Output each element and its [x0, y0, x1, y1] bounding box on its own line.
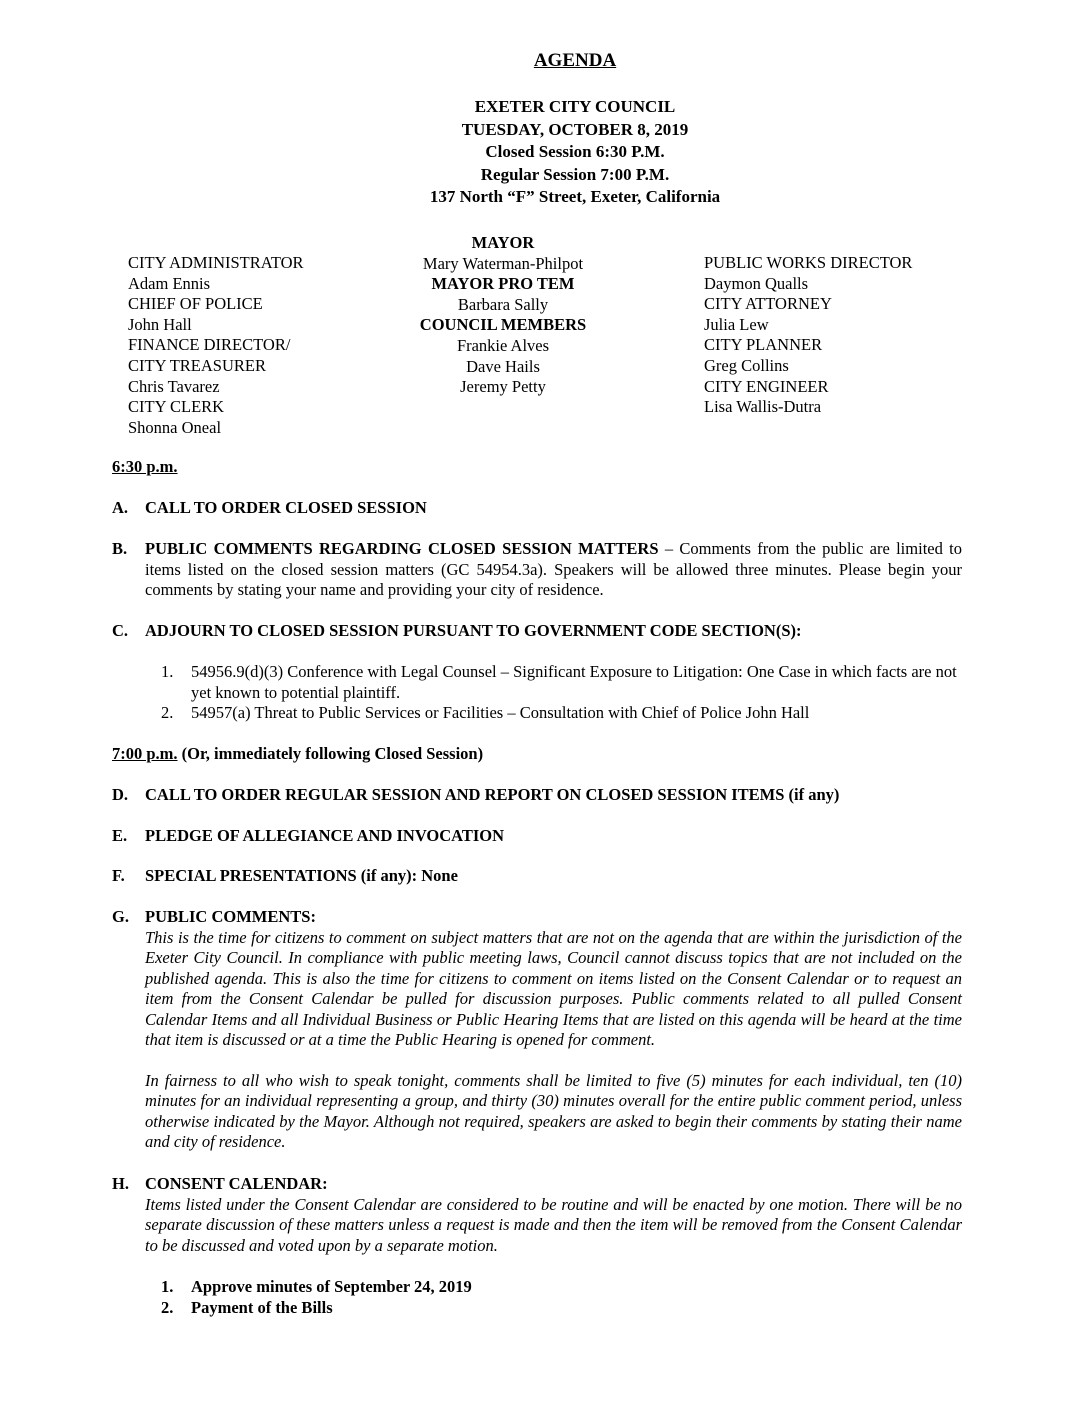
staff-left-column	[128, 253, 304, 438]
consent-subitem	[161, 1298, 961, 1319]
item-heading: CONSENT CALENDAR:	[145, 1174, 328, 1193]
item-paragraph: In fairness to all who wish to speak tonight, comments shall be limited to five (5) minutes for each individual, ten (10) minutes for an individual representing a group, and thirty (30) minutes overall for the entire public comment period, unless otherwise indicated by the Mayor. Although not required, speakers are asked to begin their comments by stating their name and city of residence.	[145, 1070, 962, 1151]
staff-line: John Hall	[128, 314, 192, 334]
closed-session-subitem	[161, 703, 961, 724]
item-body	[145, 907, 962, 1153]
subitem-text: 54957(a) Threat to Public Services or Facilities – Consultation with Chief of Police John Hall	[191, 703, 810, 722]
staff-line: PUBLIC WORKS DIRECTOR	[704, 253, 913, 272]
staff-right-column	[704, 253, 912, 418]
item-heading: CALL TO ORDER CLOSED SESSION	[145, 498, 427, 517]
staff-line: Julia Lew	[704, 314, 769, 334]
subitem-text: 54956.9(d)(3) Conference with Legal Counsel – Significant Exposure to Litigation: One Case in which facts are not yet known to potential plaintiff.	[191, 662, 957, 702]
staff-line: Chris Tavarez	[128, 376, 220, 396]
staff-line: CITY PLANNER	[704, 335, 823, 355]
agenda-item-c	[112, 621, 962, 642]
staff-line: CHIEF OF POLICE	[128, 294, 263, 314]
subitem-number: 1.	[161, 662, 174, 681]
subitem-text: Approve minutes of September 24, 2019	[191, 1277, 472, 1296]
staff-line: CITY TREASURER	[128, 355, 266, 375]
subitem-number: 2.	[161, 703, 174, 722]
council-name: EXETER CITY COUNCIL	[474, 97, 676, 116]
item-letter: D.	[112, 785, 129, 804]
staff-line: Lisa Wallis-Dutra	[704, 397, 822, 417]
closed-session-subitem	[161, 662, 961, 703]
staff-line: Adam Ennis	[128, 273, 211, 293]
meeting-address: 137 North “F” Street, Exeter, California	[429, 187, 721, 207]
item-letter: B.	[112, 539, 128, 558]
agenda-title: AGENDA	[533, 50, 617, 71]
subitem-text: Payment of the Bills	[191, 1298, 333, 1317]
item-paragraph: This is the time for citizens to comment on subject matters that are not on the agenda that are within the jurisdiction of the Exeter City Council. In compliance with public meeting laws, Council cannot discuss topics that are not included on the published agenda. This is also the time for citizens to comment on items listed on the Consent Calendar or to request an item from the Consent Calendar be pulled for discussion purposes. Public comments related to all pulled Consent Calendar Items and all Individual Business or Public Hearing Items that are listed on this agenda will be heard at the time that item is discussed or at a time the Public Hearing is opened for comment.	[145, 927, 962, 1049]
item-body	[145, 539, 962, 601]
meeting-info	[0, 96, 1088, 209]
agenda-item-b	[112, 539, 962, 601]
item-letter: A.	[112, 498, 129, 517]
pro-tem-label: MAYOR PRO TEM	[431, 274, 575, 294]
closed-session-time: Closed Session 6:30 P.M.	[485, 142, 665, 162]
agenda-item-e	[112, 826, 962, 847]
staff-line: Greg Collins	[704, 355, 789, 375]
regular-time-note: (Or, immediately following Closed Session)	[177, 744, 484, 763]
council-member: Frankie Alves	[456, 335, 550, 355]
staff-line: FINANCE DIRECTOR/	[128, 335, 291, 355]
item-heading: PLEDGE OF ALLEGIANCE AND INVOCATION	[145, 826, 505, 845]
subitem-number: 1.	[161, 1277, 174, 1296]
regular-session-time-heading	[112, 744, 483, 765]
item-letter: E.	[112, 826, 128, 845]
staff-line: CITY CLERK	[128, 397, 225, 417]
item-heading: CALL TO ORDER REGULAR SESSION AND REPORT ON CLOSED SESSION ITEMS (if any)	[145, 785, 840, 804]
agenda-item-d	[112, 785, 962, 806]
item-body	[145, 1174, 962, 1256]
item-heading: PUBLIC COMMENTS:	[145, 907, 316, 926]
staff-line: CITY ADMINISTRATOR	[128, 253, 304, 272]
staff-line: CITY ENGINEER	[704, 376, 829, 396]
item-heading: SPECIAL PRESENTATIONS (if any): None	[145, 866, 458, 885]
mayor-name: Mary Waterman-Philpot	[422, 253, 584, 273]
pro-tem-name: Barbara Sally	[457, 294, 549, 314]
item-text: – Comments from the public are limited to items listed on the closed session matters (GC 54954.3a). Speakers will be allowed three minutes. Please begin your comments by stating your name and providing your city of residence.	[145, 539, 962, 599]
item-paragraph: Items listed under the Consent Calendar are considered to be routine and will be enacted by one motion. There will be no separate discussion of these matters unless a request is made and then the item will be removed from the Consent Calendar to be discussed and voted upon by a separate motion.	[145, 1194, 962, 1255]
regular-session-time: Regular Session 7:00 P.M.	[480, 164, 670, 184]
item-heading: PUBLIC COMMENTS REGARDING CLOSED SESSION MATTERS	[145, 539, 659, 558]
consent-subitem	[161, 1277, 961, 1298]
closed-session-time-heading: 6:30 p.m.	[112, 457, 178, 476]
council-column	[398, 233, 608, 398]
agenda-item-h	[112, 1174, 962, 1256]
council-member: Jeremy Petty	[460, 377, 546, 397]
agenda-item-f	[112, 866, 962, 887]
subitem-number: 2.	[161, 1298, 174, 1317]
staff-line: Shonna Oneal	[128, 417, 222, 437]
council-members-label: COUNCIL MEMBERS	[419, 315, 587, 335]
item-heading: ADJOURN TO CLOSED SESSION PURSUANT TO GOVERNMENT CODE SECTION(S):	[145, 621, 802, 640]
item-letter: F.	[112, 866, 125, 885]
staff-line: CITY ATTORNEY	[704, 294, 832, 314]
staff-line: Daymon Qualls	[704, 273, 809, 293]
item-letter: G.	[112, 907, 129, 926]
council-member: Dave Hails	[466, 356, 540, 376]
agenda-item-g	[112, 907, 962, 1153]
agenda-item-a	[112, 498, 962, 519]
item-letter: C.	[112, 621, 129, 640]
item-letter: H.	[112, 1174, 129, 1193]
mayor-label: MAYOR	[471, 233, 535, 252]
meeting-date: TUESDAY, OCTOBER 8, 2019	[461, 119, 689, 139]
regular-time: 7:00 p.m.	[112, 744, 178, 763]
